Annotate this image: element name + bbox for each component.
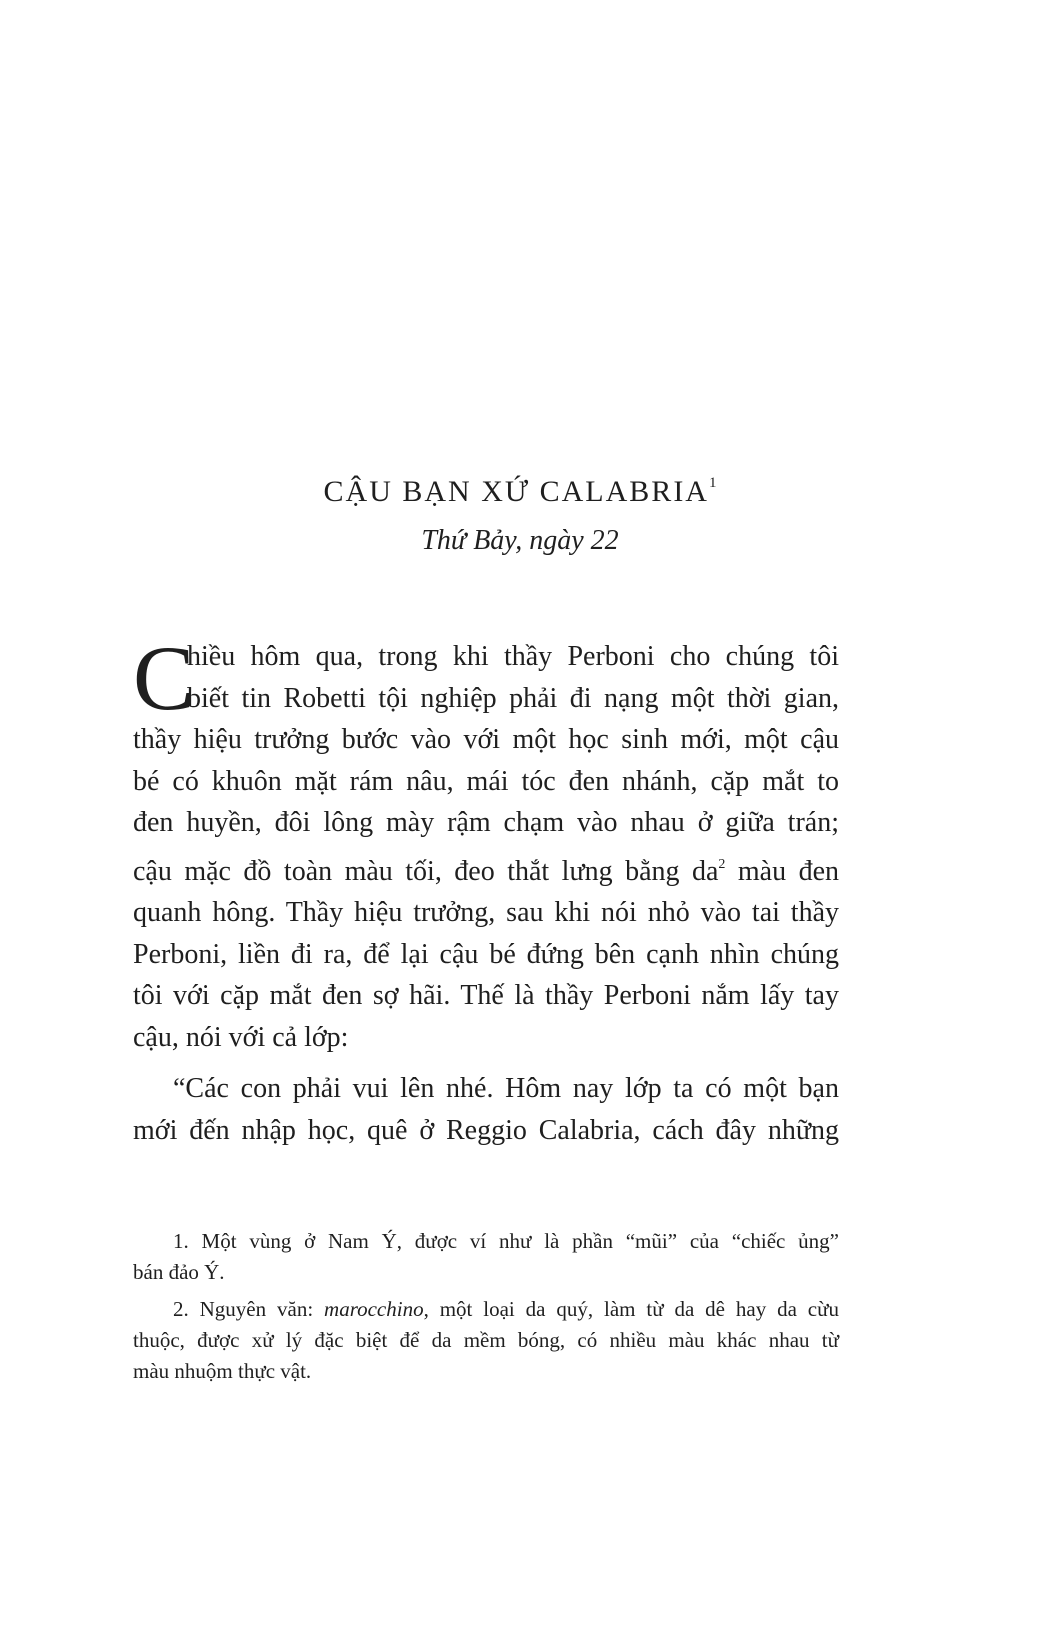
- footnote-prefix: 2. Nguyên văn:: [173, 1297, 325, 1321]
- paragraph-1: [133, 627, 840, 1058]
- footnote-rest: , một loại da quý, làm từ da dê hay da cừu: [423, 1297, 839, 1321]
- text-line: Perboni, liền đi ra, để lại cậu bé đứng bên cạnh nhìn chúng: [133, 938, 839, 970]
- chapter-title: [0, 474, 1040, 510]
- text-line-part: màu đen: [725, 855, 840, 887]
- chapter-date: Thứ Bảy, ngày 22: [421, 525, 619, 556]
- footnote-2: [133, 1294, 839, 1387]
- text-line: biết tin Robetti tội nghiệp phải đi nạng một thời gian,: [187, 682, 839, 714]
- footnote-line: bán đảo Ý.: [133, 1260, 225, 1284]
- text-line: đen huyền, đôi lông mày rậm chạm vào nhau ở giữa trán;: [133, 807, 839, 838]
- body-text: [133, 627, 840, 1151]
- footnote-ref-2: 2: [718, 856, 726, 872]
- text-line-with-ref: [133, 844, 839, 893]
- text-line: bé có khuôn mặt rám nâu, mái tóc đen nhánh, cặp mắt to: [133, 765, 839, 797]
- text-line: tôi với cặp mắt đen sợ hãi. Thế là thầy Perboni nắm lấy tay: [133, 980, 839, 1011]
- footnote-line: thuộc, được xử lý đặc biệt để da mềm bóng, có nhiều màu khác nhau từ: [133, 1328, 839, 1352]
- text-line: “Các con phải vui lên nhé. Hôm nay lớp ta có một bạn: [173, 1073, 839, 1104]
- footnote-line: màu nhuộm thực vật.: [133, 1359, 312, 1383]
- footnote-line: 1. Một vùng ở Nam Ý, được ví như là phần “mũi” của “chiếc ủng”: [173, 1229, 839, 1253]
- text-line: hiều hôm qua, trong khi thầy Perboni cho chúng tôi: [187, 641, 839, 672]
- text-line: thầy hiệu trưởng bước vào với một học sinh mới, một cậu: [133, 724, 839, 755]
- footnote-ref-1: 1: [708, 475, 717, 491]
- footnotes: [133, 1226, 839, 1393]
- drop-cap: C: [133, 627, 195, 729]
- footnote-line: [133, 1294, 839, 1325]
- text-line-part: cậu mặc đồ toàn màu tối, đeo thắt lưng bằng da: [133, 855, 719, 887]
- text-line: quanh hông. Thầy hiệu trưởng, sau khi nói nhỏ vào tai thầy: [133, 897, 839, 928]
- paragraph-2: [133, 1068, 839, 1151]
- footnote-1: [133, 1226, 839, 1288]
- footnote-term: marocchino: [324, 1297, 424, 1321]
- text-line: cậu, nói với cả lớp:: [133, 1021, 349, 1053]
- chapter-title-text: CẬU BẠN XỨ CALABRIA: [323, 475, 709, 508]
- text-line: mới đến nhập học, quê ở Reggio Calabria, cách đây những: [133, 1114, 839, 1146]
